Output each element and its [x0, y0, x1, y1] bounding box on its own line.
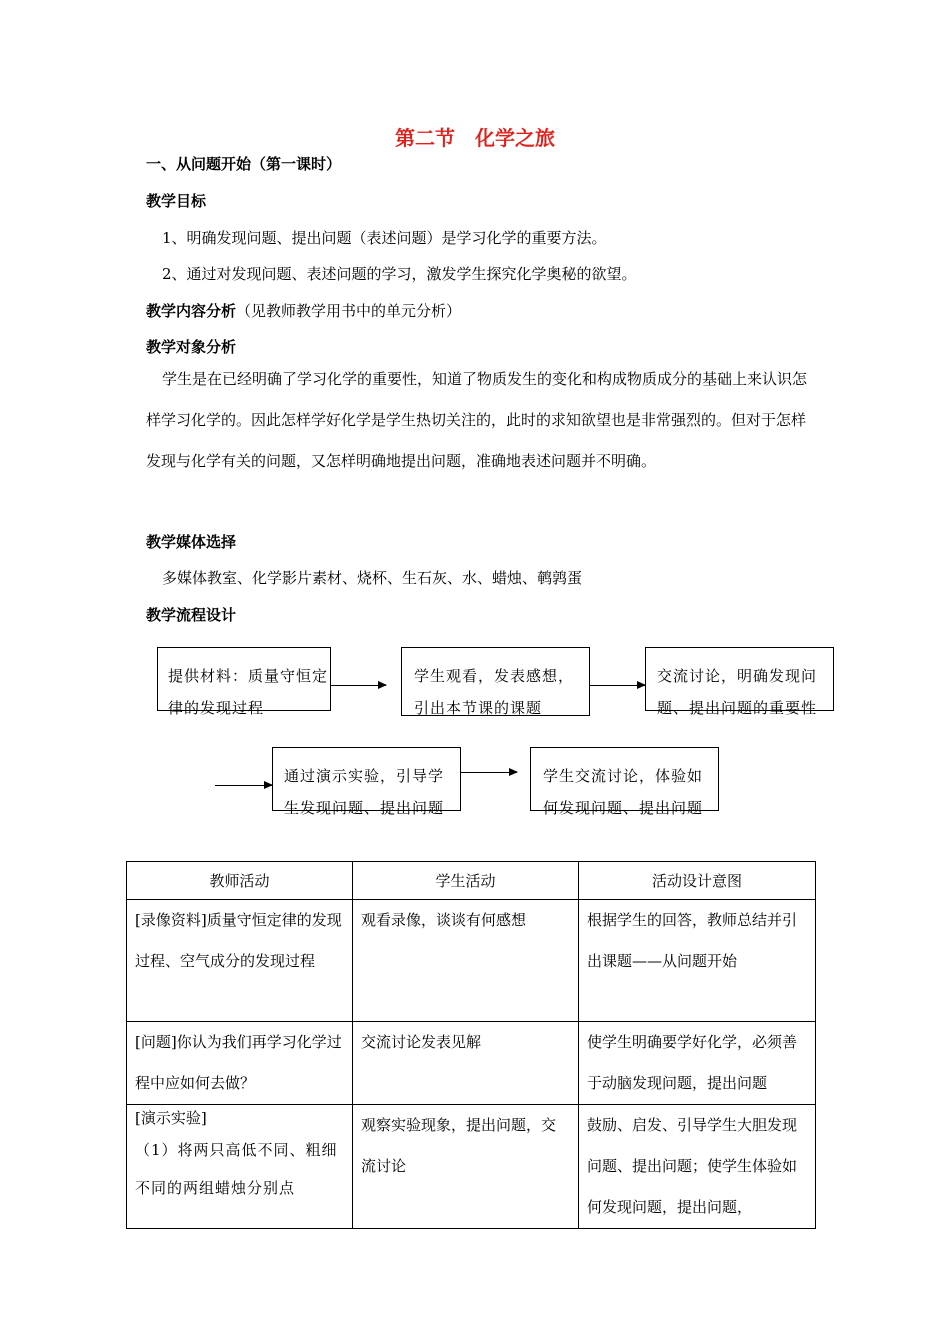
table-cell: [问题]你认为我们再学习化学过程中应如何去做？ [127, 1022, 353, 1105]
header-teacher: 教师活动 [127, 862, 353, 900]
flow-arrow-3 [215, 785, 272, 786]
header-student: 学生活动 [353, 862, 579, 900]
table-cell: 交流讨论发表见解 [353, 1022, 579, 1105]
demo-experiment-label: [演示实验] [135, 1109, 207, 1127]
objectives-heading: 教学目标 [146, 192, 207, 210]
table-cell: [录像资料]质量守恒定律的发现过程、空气成分的发现过程 [127, 900, 353, 1022]
flow-arrow-1 [331, 685, 386, 686]
header-intent: 活动设计意图 [579, 862, 816, 900]
flow-box-2: 学生观看，发表感想，引出本节课的课题 [414, 667, 575, 717]
media-heading: 教学媒体选择 [146, 533, 237, 551]
flow-box-4: 通过演示实验，引导学生发现问题、提出问题 [284, 767, 445, 817]
content-analysis-note: （见教师教学用书中的单元分析） [236, 302, 462, 320]
table-row [127, 900, 816, 1022]
table-header-row [127, 862, 816, 900]
objective-item-2: 2、通过对发现问题、表述问题的学习，激发学生探究化学奥秘的欲望。 [162, 265, 637, 283]
flow-box-3: 交流讨论，明确发现问题、提出问题的重要性 [657, 667, 818, 717]
flow-arrow-4 [461, 772, 517, 773]
content-analysis-heading: 教学内容分析 [146, 302, 237, 320]
object-analysis-text: 学生是在已经明确了学习化学的重要性，知道了物质发生的变化和构成物质成分的基础上来认识怎样学习化学的。因此怎样学好化学是学生热切关注的，此时的求知欲望也是非常强烈的。但对于怎样发现与化学有关的问题，又怎样明确地提出问题，准确地表述问题并不明确。 [146, 370, 808, 470]
flow-arrow-2 [590, 685, 645, 686]
media-text: 多媒体教室、化学影片素材、烧杯、生石灰、水、蜡烛、鹌鹑蛋 [162, 569, 583, 587]
flow-box-5: 学生交流讨论，体验如何发现问题、提出问题 [543, 767, 704, 817]
demo-experiment-step: （1）将两只高低不同、粗细不同的两组蜡烛分别点 [135, 1141, 338, 1197]
table-cell: 根据学生的回答，教师总结并引出课题——从问题开始 [579, 900, 816, 1022]
table-cell [127, 1105, 353, 1229]
table-row [127, 1105, 816, 1229]
table-row [127, 1022, 816, 1105]
flow-heading: 教学流程设计 [146, 606, 237, 624]
table-cell: 观看录像，谈谈有何感想 [353, 900, 579, 1022]
page-title: 第二节 化学之旅 [395, 126, 555, 150]
table-cell: 观察实验现象，提出问题，交流讨论 [353, 1105, 579, 1229]
content-analysis-line [146, 300, 461, 321]
activity-table [126, 861, 816, 1229]
object-analysis-heading: 教学对象分析 [146, 338, 237, 356]
table-cell: 使学生明确要学好化学，必须善于动脑发现问题，提出问题 [579, 1022, 816, 1105]
section-heading: 一、从问题开始（第一课时） [146, 155, 342, 173]
objective-item-1: 1、明确发现问题、提出问题（表述问题）是学习化学的重要方法。 [162, 229, 607, 247]
table-cell: 鼓励、启发、引导学生大胆发现问题、提出问题；使学生体验如何发现问题，提出问题， [579, 1105, 816, 1229]
flow-box-1: 提供材料：质量守恒定律的发现过程 [168, 667, 329, 717]
